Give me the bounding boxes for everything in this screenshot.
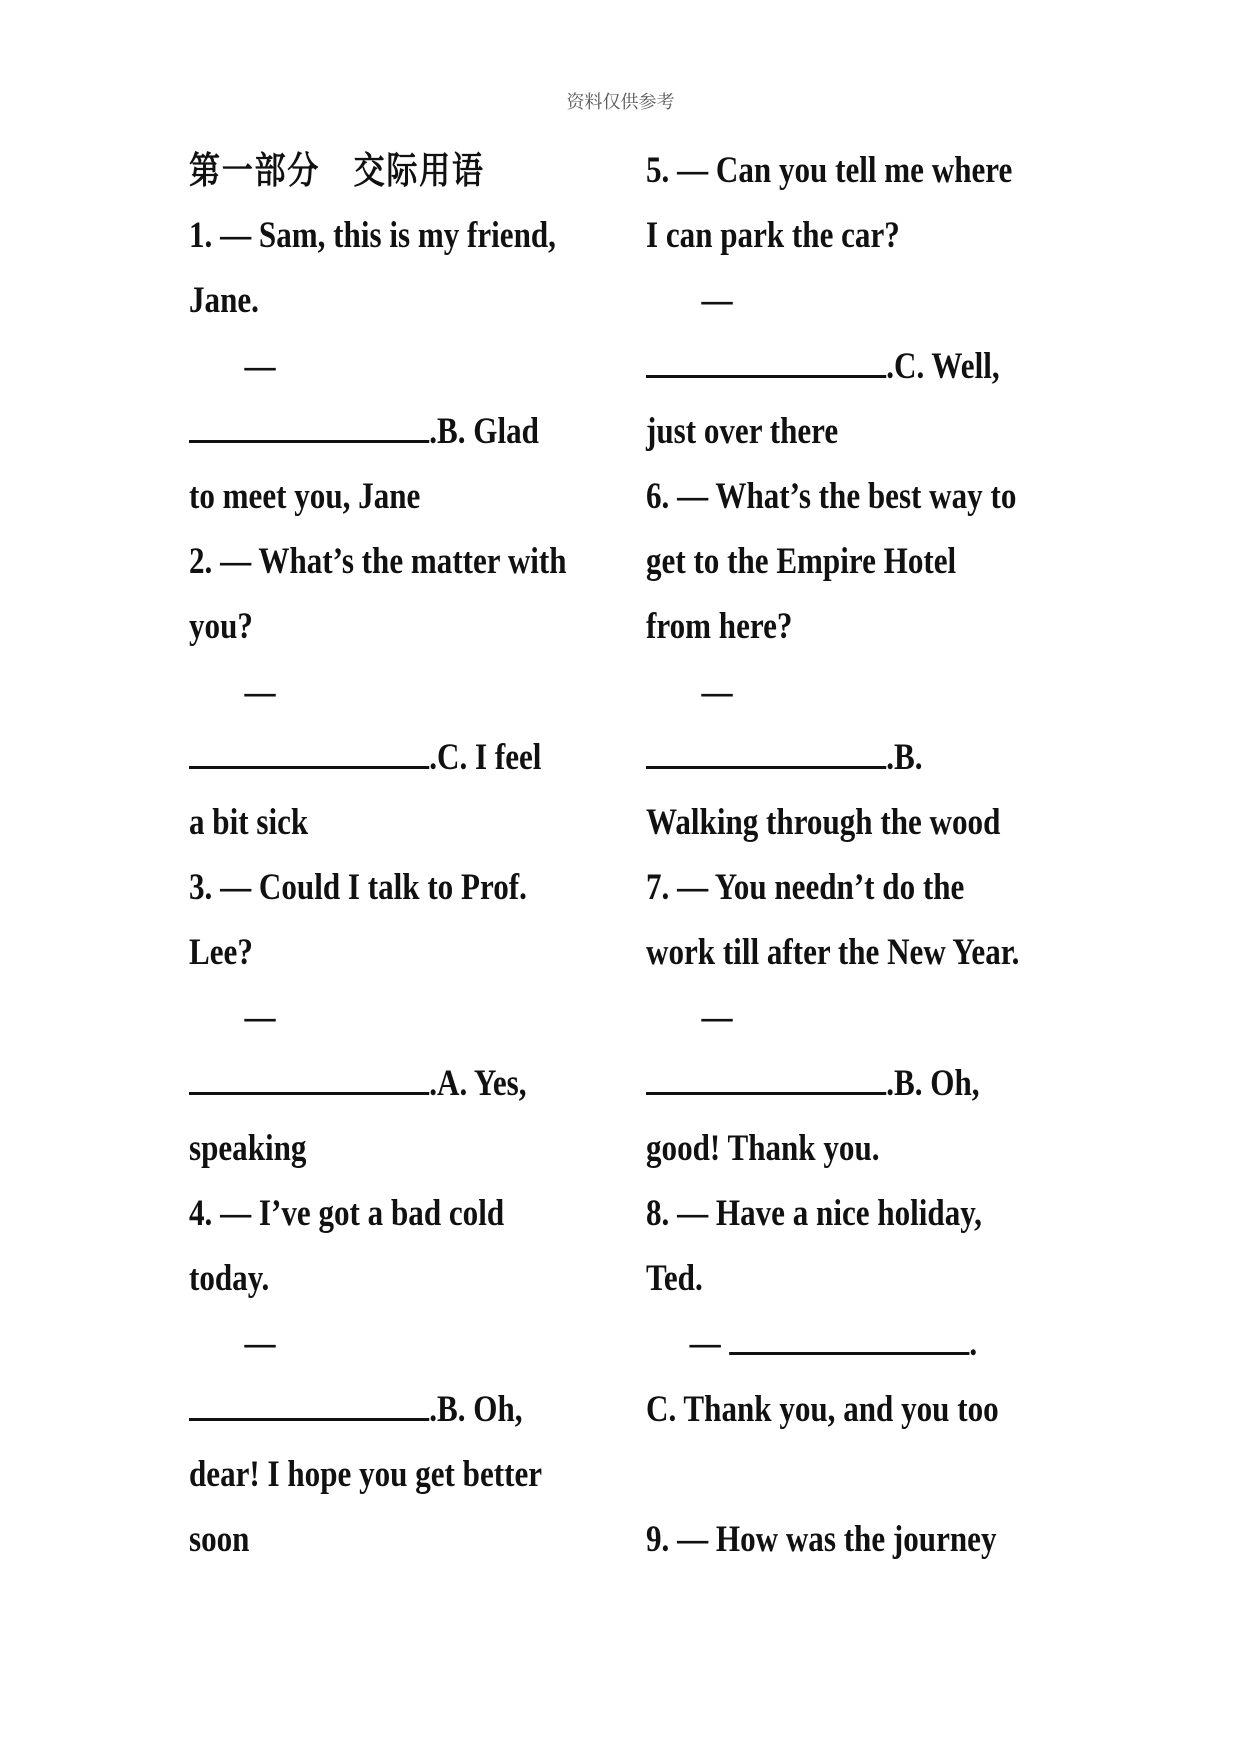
question-3-answer (189, 1051, 575, 1116)
answer-2-choice: .C. I feel (429, 736, 542, 778)
answer-blank[interactable] (189, 1058, 429, 1095)
question-4-line-2: today. (189, 1258, 270, 1300)
answer-blank[interactable] (646, 732, 886, 769)
answer-blank[interactable] (646, 341, 886, 378)
answer-blank[interactable] (646, 1058, 886, 1095)
question-2-answer (189, 725, 575, 790)
question-3-line-1: 3. — Could I talk to Prof. (189, 867, 527, 909)
question-1-line-1: 1. — Sam, this is my friend, (189, 215, 556, 257)
section-part: 第一部分 (189, 148, 321, 192)
question-3-dash: — (244, 997, 276, 1039)
answer-4-continuation-2: soon (189, 1518, 250, 1560)
question-6-line-1: 6. — What’s the best way to (646, 475, 1017, 517)
question-1-dash: — (244, 345, 276, 387)
question-7-answer (646, 1051, 1032, 1116)
section-name: 交际用语 (353, 148, 485, 192)
question-6-answer (646, 725, 1032, 790)
question-5-line-2: I can park the car? (646, 215, 900, 257)
question-8-dash: — (689, 1323, 721, 1365)
question-7-dash: — (701, 997, 733, 1039)
question-6-dash: — (701, 671, 733, 713)
answer-3-choice: .A. Yes, (429, 1062, 527, 1104)
answer-blank[interactable] (189, 406, 429, 443)
question-8-answer (646, 1311, 1032, 1376)
answer-1-continuation: to meet you, Jane (189, 475, 421, 517)
question-8-line-2: Ted. (646, 1258, 703, 1300)
answer-1-choice: .B. Glad (429, 410, 539, 452)
answer-5-choice: .C. Well, (886, 345, 1000, 387)
question-1-answer (189, 399, 575, 464)
answer-5-continuation: just over there (646, 410, 839, 452)
question-3-line-2: Lee? (189, 932, 253, 974)
question-2-dash: — (244, 671, 276, 713)
answer-blank[interactable] (189, 732, 429, 769)
answer-7-choice: .B. Oh, (886, 1062, 980, 1104)
question-5-answer (646, 334, 1032, 399)
question-4-dash: — (244, 1323, 276, 1365)
answer-7-continuation: good! Thank you. (646, 1127, 880, 1169)
section-title (189, 138, 575, 203)
right-column (646, 138, 1032, 1572)
question-6-line-2: get to the Empire Hotel (646, 541, 957, 583)
question-7-line-1: 7. — You needn’t do the (646, 867, 965, 909)
answer-2-continuation: a bit sick (189, 801, 309, 843)
question-2-line-2: you? (189, 606, 253, 648)
question-5-dash: — (701, 280, 733, 322)
answer-4-continuation: dear! I hope you get better (189, 1453, 543, 1495)
question-4-answer (189, 1377, 575, 1442)
question-7-line-2: work till after the New Year. (646, 932, 1020, 974)
page-header: 资料仅供参考 (566, 92, 675, 113)
answer-blank[interactable] (189, 1384, 429, 1421)
question-1-line-2: Jane. (189, 280, 259, 322)
answer-3-continuation: speaking (189, 1127, 307, 1169)
answer-8-continuation: C. Thank you, and you too (646, 1388, 999, 1430)
spacer-line (646, 1442, 1032, 1507)
question-6-line-3: from here? (646, 606, 793, 648)
left-column (189, 138, 575, 1572)
question-9-line-1: 9. — How was the journey (646, 1518, 997, 1560)
answer-6-continuation: Walking through the wood (646, 801, 1001, 843)
answer-8-period: . (969, 1323, 978, 1365)
answer-blank[interactable] (729, 1318, 969, 1355)
question-8-line-1: 8. — Have a nice holiday, (646, 1193, 982, 1234)
answer-6-choice: .B. (886, 736, 923, 778)
question-2-line-1: 2. — What’s the matter with (189, 541, 567, 583)
question-4-line-1: 4. — I’ve got a bad cold (189, 1193, 505, 1234)
answer-4-choice: .B. Oh, (429, 1388, 523, 1430)
question-5-line-1: 5. — Can you tell me where (646, 150, 1013, 191)
